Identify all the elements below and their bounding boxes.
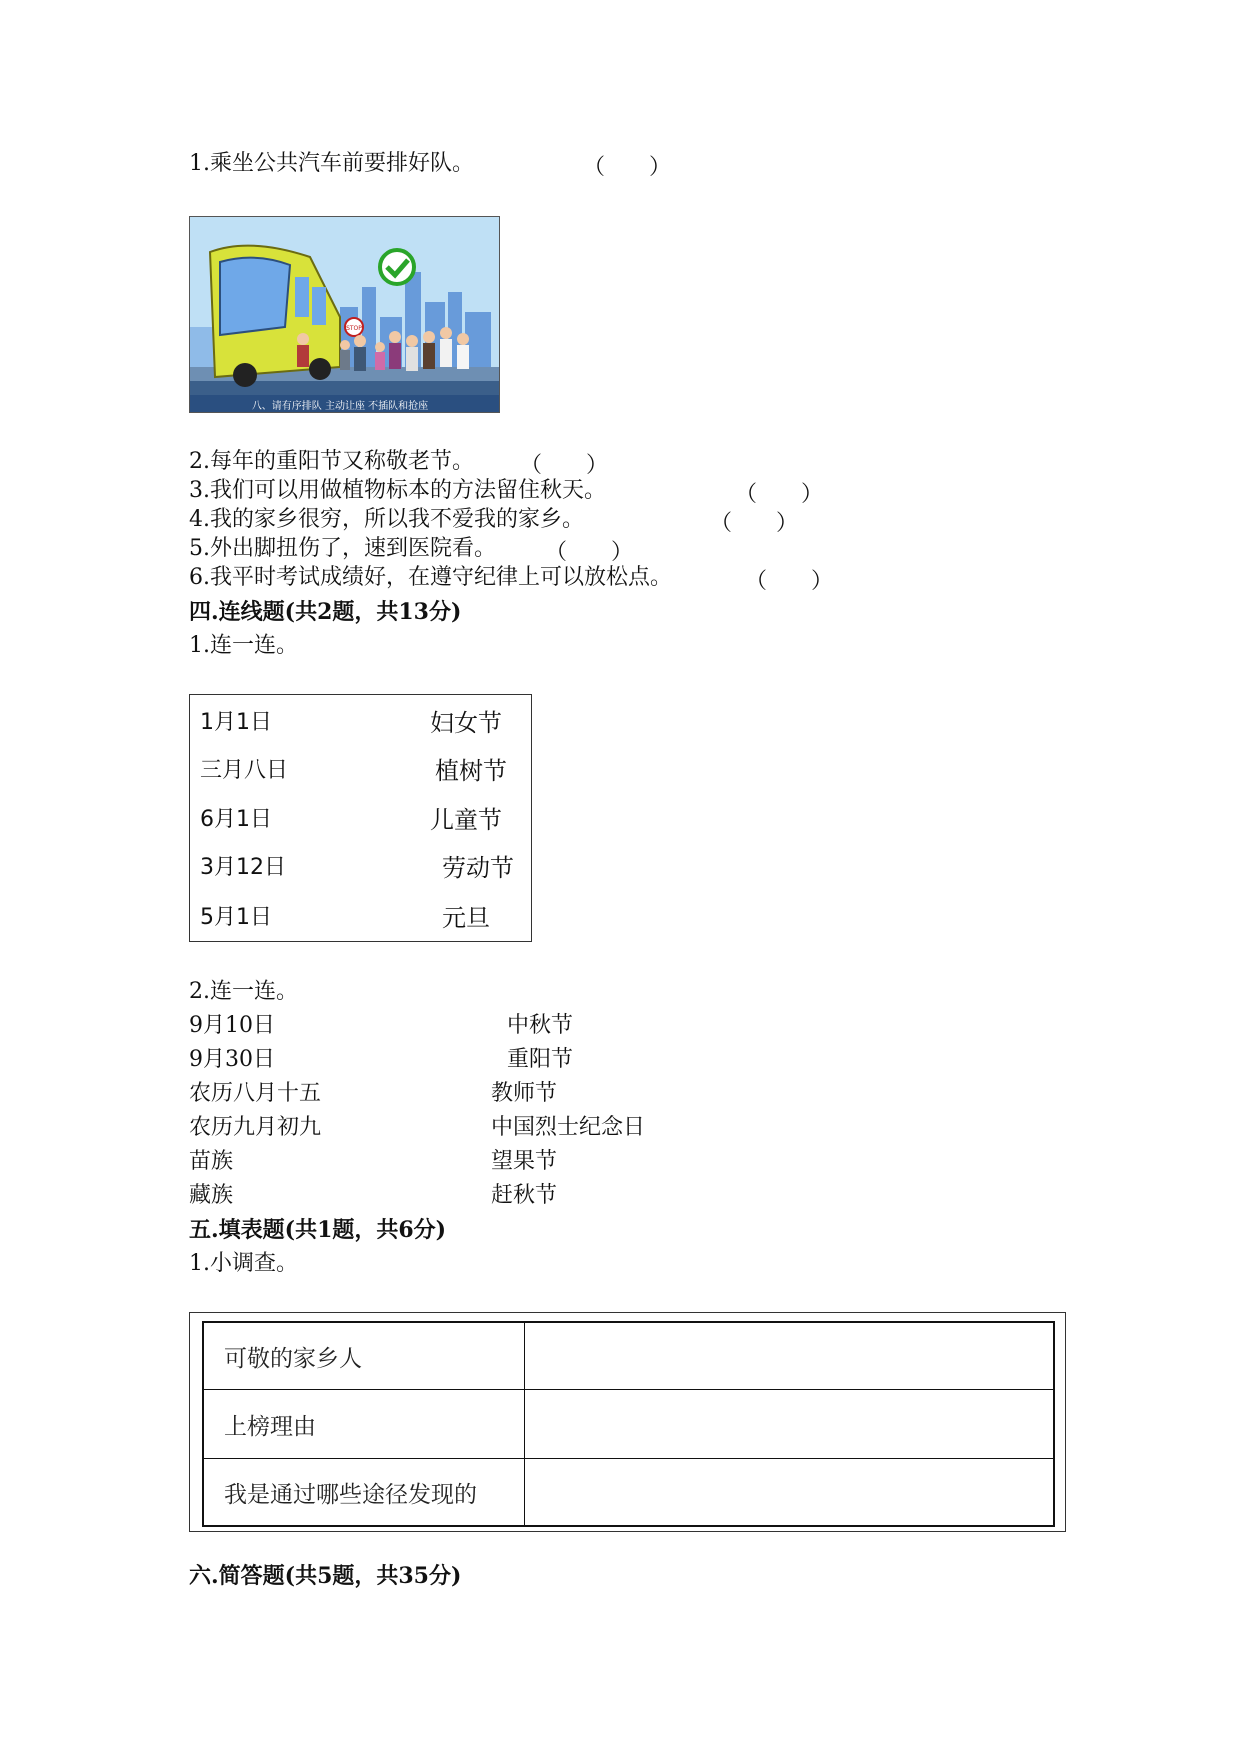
- section-6-title: 六.简答题(共5题，共35分): [189, 1563, 462, 1589]
- judge-question-3: 3.我们可以用做植物标本的方法留住秋天。: [189, 478, 606, 503]
- matching-box-1: [189, 694, 532, 942]
- judge-question-1: 1.乘坐公共汽车前要排好队。: [189, 151, 474, 176]
- survey-answer-cell-2[interactable]: [525, 1390, 1055, 1459]
- match-left-1[interactable]: 1月1日: [200, 710, 272, 735]
- match-left-3[interactable]: 6月1日: [200, 807, 272, 832]
- section-4-q2: 2.连一连。: [189, 979, 298, 1004]
- match-right-2[interactable]: 植树节: [435, 757, 507, 785]
- table-row: [203, 1390, 1054, 1459]
- survey-label-2: 上榜理由: [203, 1390, 525, 1459]
- survey-answer-cell-1[interactable]: [525, 1322, 1055, 1390]
- survey-label-1: 可敬的家乡人: [203, 1322, 525, 1390]
- q2-right-3[interactable]: 教师节: [491, 1081, 558, 1106]
- illustration-caption: 八、请有序排队 主动让座 不插队和抢座: [251, 401, 429, 412]
- q2-right-6[interactable]: 赶秋节: [491, 1183, 558, 1208]
- answer-paren-2[interactable]: （ ）: [520, 453, 609, 478]
- q2-right-5[interactable]: 望果节: [491, 1149, 558, 1174]
- match-right-1[interactable]: 妇女节: [430, 709, 502, 737]
- answer-paren-3[interactable]: （ ）: [735, 482, 824, 507]
- judge-question-4: 4.我的家乡很穷，所以我不爱我的家乡。: [189, 507, 584, 532]
- match-left-5[interactable]: 5月1日: [200, 905, 272, 930]
- q2-right-2[interactable]: 重阳节: [507, 1047, 574, 1072]
- section-5-title: 五.填表题(共1题，共6分): [189, 1217, 447, 1243]
- survey-table: [202, 1321, 1055, 1527]
- match-right-5[interactable]: 元旦: [442, 904, 490, 932]
- survey-table-frame: [189, 1312, 1066, 1532]
- bus-queue-illustration: [189, 216, 500, 413]
- judge-question-2: 2.每年的重阳节又称敬老节。: [189, 449, 474, 474]
- answer-paren-1[interactable]: （ ）: [583, 155, 672, 180]
- judge-question-5: 5.外出脚扭伤了，速到医院看。: [189, 536, 496, 561]
- q2-left-4[interactable]: 农历九月初九: [189, 1115, 322, 1140]
- match-left-2[interactable]: 三月八日: [200, 758, 289, 783]
- answer-paren-4[interactable]: （ ）: [710, 511, 799, 536]
- q2-left-3[interactable]: 农历八月十五: [189, 1081, 322, 1106]
- match-right-3[interactable]: 儿童节: [430, 806, 502, 834]
- section-4-title: 四.连线题(共2题，共13分): [189, 599, 462, 625]
- section-5-q1: 1.小调查。: [189, 1251, 298, 1276]
- q2-left-6[interactable]: 藏族: [189, 1183, 234, 1208]
- q2-right-1[interactable]: 中秋节: [507, 1013, 574, 1038]
- survey-answer-cell-3[interactable]: [525, 1459, 1055, 1527]
- q2-right-4[interactable]: 中国烈士纪念日: [491, 1115, 646, 1140]
- match-left-4[interactable]: 3月12日: [200, 855, 286, 880]
- survey-label-3: 我是通过哪些途径发现的: [203, 1459, 525, 1527]
- answer-paren-6[interactable]: （ ）: [745, 569, 834, 594]
- q2-left-2[interactable]: 9月30日: [189, 1047, 275, 1072]
- table-row: [203, 1322, 1054, 1390]
- judge-question-6: 6.我平时考试成绩好，在遵守纪律上可以放松点。: [189, 565, 672, 590]
- stop-sign-text: STOP: [346, 325, 362, 332]
- answer-paren-5[interactable]: （ ）: [545, 540, 634, 565]
- q2-left-5[interactable]: 苗族: [189, 1149, 234, 1174]
- match-right-4[interactable]: 劳动节: [442, 854, 514, 882]
- q2-left-1[interactable]: 9月10日: [189, 1013, 275, 1038]
- section-4-q1: 1.连一连。: [189, 633, 298, 658]
- table-row: [203, 1459, 1054, 1527]
